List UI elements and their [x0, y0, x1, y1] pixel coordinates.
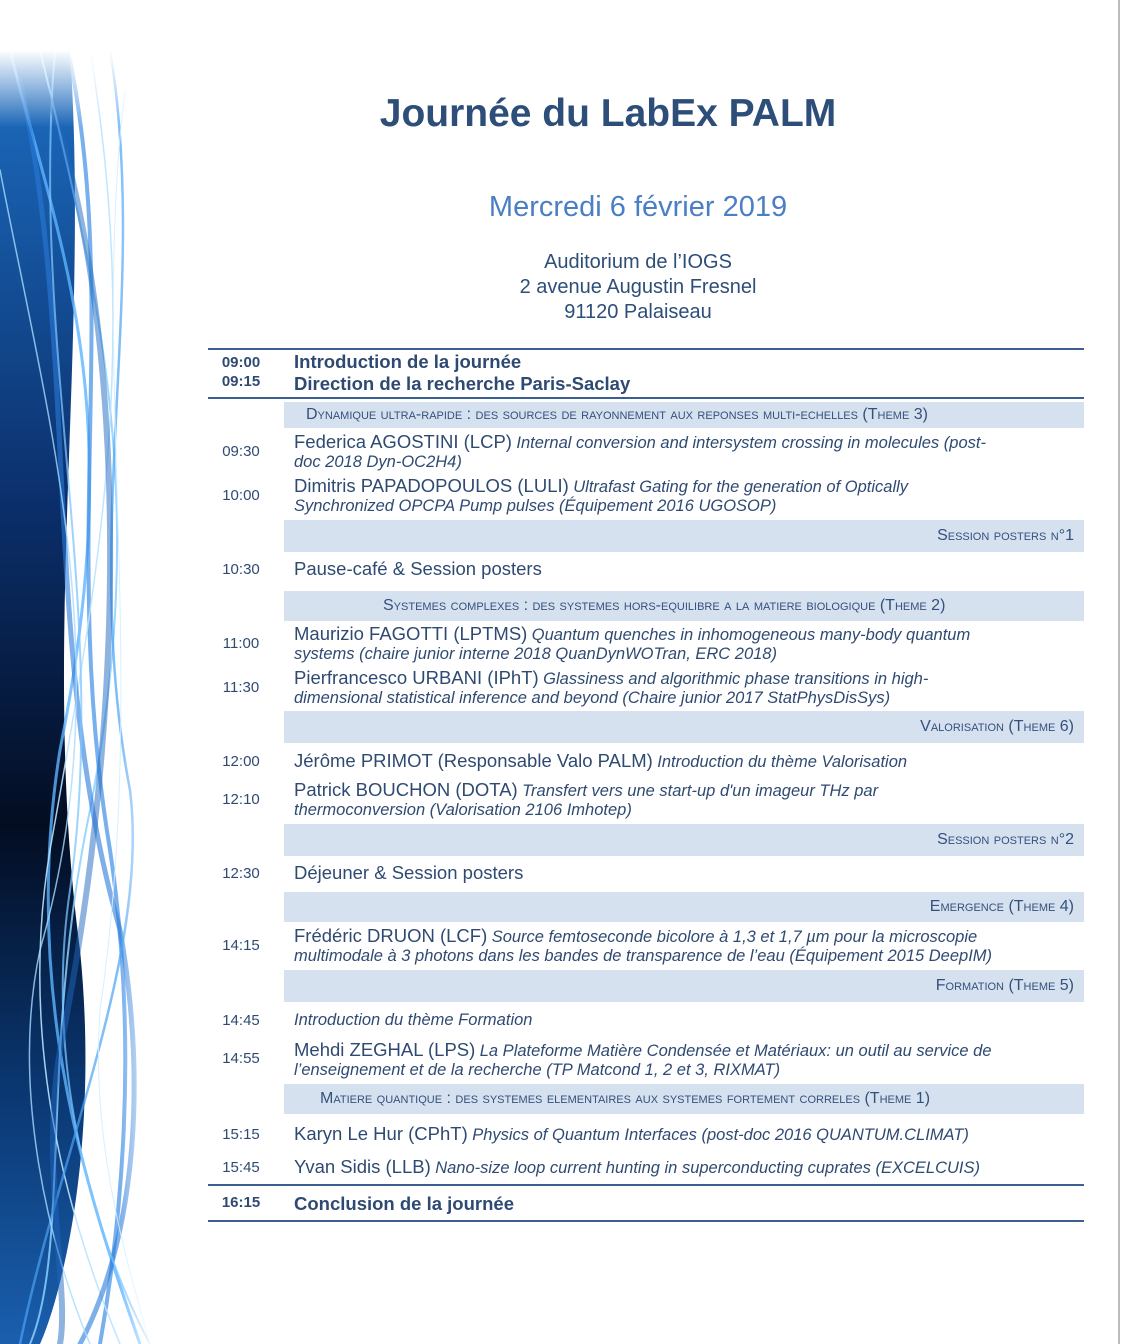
conclusion-entry: Conclusion de la journée	[294, 1193, 514, 1214]
theme-band	[284, 891, 1084, 922]
session-label: Session posters n°2	[937, 831, 1074, 848]
time-cell: 09:00	[221, 354, 261, 371]
talk-title: dimensional statistical inference and beyond (Chaire junior 2017 StatPhysDisSys)	[294, 689, 891, 707]
time-cell: 09:30	[222, 443, 260, 460]
venue-address	[330, 250, 946, 325]
intro-line: Direction de la recherche Paris-Saclay	[294, 373, 631, 394]
programme-entry	[294, 432, 1084, 472]
speaker-name: Maurizio FAGOTTI (LPTMS)	[294, 623, 528, 644]
talk-title: Source femtoseconde bicolore à 1,3 et 1,7 µm pour la microscopie	[491, 928, 978, 946]
programme-entry	[294, 1040, 1084, 1080]
programme-entry	[294, 1124, 1084, 1144]
venue-line: 91120 Palaiseau	[564, 301, 712, 323]
talk-title: doc 2018 Dyn-OC2H4)	[294, 453, 462, 471]
table-rule	[208, 397, 1084, 399]
theme-label: Formation (Theme 5)	[935, 977, 1074, 994]
time-cell: 15:15	[222, 1126, 260, 1143]
programme-entry	[294, 926, 1084, 966]
talk-title: Internal conversion and intersystem crossing in molecules (post-	[516, 434, 986, 452]
talk-title: thermoconversion (Valorisation 2106 Imhotep)	[294, 801, 632, 819]
talk-title: systems (chaire junior interne 2018 QuanDynWOTran, ERC 2018)	[294, 645, 777, 663]
theme-band	[284, 401, 1084, 428]
time-cell: 10:00	[222, 487, 260, 504]
table-top-rule	[208, 348, 1084, 350]
time-cell: 12:10	[222, 791, 260, 808]
time-cell: 14:55	[222, 1050, 260, 1067]
time-cell: 12:30	[222, 865, 260, 882]
table-rule	[208, 1184, 1084, 1186]
time-cell: 11:30	[222, 679, 260, 696]
programme-entry	[294, 1157, 1084, 1177]
speaker-name: Frédéric DRUON (LCF)	[294, 925, 488, 946]
page-title: Journée du LabEx PALM	[379, 92, 837, 135]
session-band	[284, 519, 1084, 552]
talk-title: Introduction du thème Formation	[294, 1011, 533, 1029]
speaker-name: Pierfrancesco URBANI (IPhT)	[294, 667, 539, 688]
break-entry: Pause-café & Session posters	[294, 558, 542, 579]
talk-title: Quantum quenches in inhomogeneous many-body quantum	[531, 626, 971, 644]
talk-title: multimodale à 3 photons dans les bandes de transparence de l’eau (Équipement 2015 DeepIM)	[294, 947, 993, 965]
event-date: Mercredi 6 février 2019	[488, 191, 788, 223]
venue-line: 2 avenue Augustin Fresnel	[519, 276, 757, 298]
theme-label: Dynamique ultra-rapide : des sources de rayonnement aux reponses multi-echelles (Theme 3)	[306, 406, 928, 423]
time-cell: 12:00	[222, 753, 260, 770]
speaker-name: Federica AGOSTINI (LCP)	[294, 431, 512, 452]
speaker-name: Jérôme PRIMOT (Responsable Valo PALM)	[294, 750, 653, 771]
theme-label: Valorisation (Theme 6)	[920, 718, 1074, 735]
theme-band	[284, 1083, 1084, 1114]
talk-title: Physics of Quantum Interfaces (post-doc 2016 QUANTUM.CLIMAT)	[472, 1126, 969, 1144]
time-cell: 14:15	[222, 937, 260, 954]
time-cell: 10:30	[222, 561, 260, 578]
time-cell: 09:15	[221, 373, 261, 390]
talk-title: Nano-size loop current hunting in superconducting cuprates (EXCELCUIS)	[435, 1159, 981, 1177]
time-cell: 16:15	[221, 1194, 261, 1211]
programme-entry	[294, 780, 1084, 820]
theme-label: Matiere quantique : des systemes elementaires aux systemes fortement correles (Theme 1)	[320, 1090, 931, 1107]
programme-entry	[294, 476, 1084, 516]
talk-title: Glassiness and algorithmic phase transitions in high-	[543, 670, 929, 688]
theme-band	[284, 969, 1084, 1002]
time-cell: 14:45	[222, 1012, 260, 1029]
theme-band	[284, 590, 1084, 621]
talk-title: La Plateforme Matière Condensée et Matériaux: un outil au service de	[479, 1042, 992, 1060]
time-cell: 15:45	[222, 1159, 260, 1176]
speaker-name: Dimitris PAPADOPOULOS (LULI)	[294, 475, 569, 496]
blue-light-streaks-decoration	[0, 50, 160, 1344]
talk-title: Transfert vers une start-up d'un imageur THz par	[522, 782, 879, 800]
session-band	[284, 823, 1084, 856]
theme-band	[284, 710, 1084, 743]
time-cell: 11:00	[222, 635, 260, 652]
page-edge-rule	[1118, 0, 1120, 1344]
programme-entry	[294, 668, 1084, 708]
theme-label: Systemes complexes : des systemes hors-equilibre a la matiere biologique (Theme 2)	[383, 597, 946, 614]
speaker-name: Yvan Sidis (LLB)	[294, 1156, 431, 1177]
speaker-name: Karyn Le Hur (CPhT)	[294, 1123, 468, 1144]
break-entry: Déjeuner & Session posters	[294, 862, 524, 883]
programme-entry	[294, 751, 1084, 771]
speaker-name: Patrick BOUCHON (DOTA)	[294, 779, 518, 800]
theme-label: Emergence (Theme 4)	[929, 898, 1074, 915]
talk-title: Synchronized OPCPA Pump pulses (Équipement 2016 UGOSOP)	[294, 497, 777, 515]
talk-title: l’enseignement et de la recherche (TP Matcond 1, 2 et 3, RIXMAT)	[294, 1061, 781, 1079]
programme-entry	[294, 624, 1084, 664]
speaker-name: Mehdi ZEGHAL (LPS)	[294, 1039, 476, 1060]
talk-title: Ultrafast Gating for the generation of Optically	[573, 478, 909, 496]
talk-title: Introduction du thème Valorisation	[657, 753, 908, 771]
intro-line: Introduction de la journée	[294, 351, 522, 372]
table-bottom-rule	[208, 1220, 1084, 1222]
venue-line: Auditorium de l’IOGS	[544, 251, 732, 273]
session-label: Session posters n°1	[937, 527, 1074, 544]
